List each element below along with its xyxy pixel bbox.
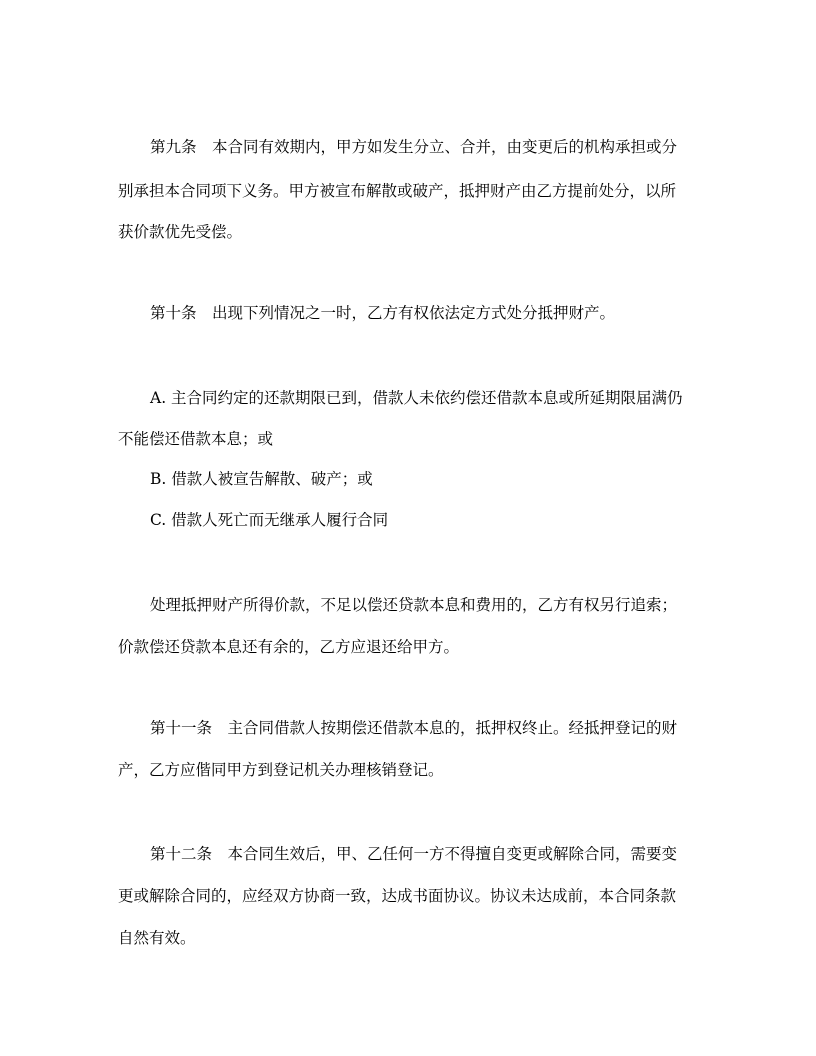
- article12-line-1: 第十二条 本合同生效后，甲、乙任何一方不得擅自变更或解除合同，需要变: [150, 845, 678, 863]
- article9-line-1: 第九条 本合同有效期内，甲方如发生分立、合并，由变更后的机构承担或分: [150, 138, 678, 156]
- article10-item-c: C. 借款人死亡而无继承人履行合同: [150, 511, 389, 529]
- article10-disposal-line-1: 处理抵押财产所得价款，不足以偿还贷款本息和费用的，乙方有权另行追索；: [150, 596, 678, 614]
- article9-line-2: 别承担本合同项下义务。甲方被宣布解散或破产，抵押财产由乙方提前处分，以所: [118, 182, 677, 200]
- article11-line-1: 第十一条 主合同借款人按期偿还借款本息的，抵押权终止。经抵押登记的财: [150, 719, 678, 737]
- article12-line-2: 更或解除合同的，应经双方协商一致，达成书面协议。协议未达成前，本合同条款: [118, 887, 677, 905]
- article9-line-3: 获价款优先受偿。: [118, 223, 243, 241]
- article12-line-3: 自然有效。: [118, 929, 196, 947]
- article11-line-2: 产，乙方应偕同甲方到登记机关办理核销登记。: [118, 761, 444, 779]
- article10-item-a-line-1: A. 主合同约定的还款期限已到，借款人未依约偿还借款本息或所延期限届满仍: [150, 389, 683, 407]
- article10-heading: 第十条 出现下列情况之一时，乙方有权依法定方式处分抵押财产。: [150, 304, 616, 322]
- article10-item-a-line-2: 不能偿还借款本息；或: [118, 430, 274, 448]
- article10-item-b: B. 借款人被宣告解散、破产；或: [150, 470, 373, 488]
- article10-disposal-line-2: 价款偿还贷款本息还有余的，乙方应退还给甲方。: [118, 638, 460, 656]
